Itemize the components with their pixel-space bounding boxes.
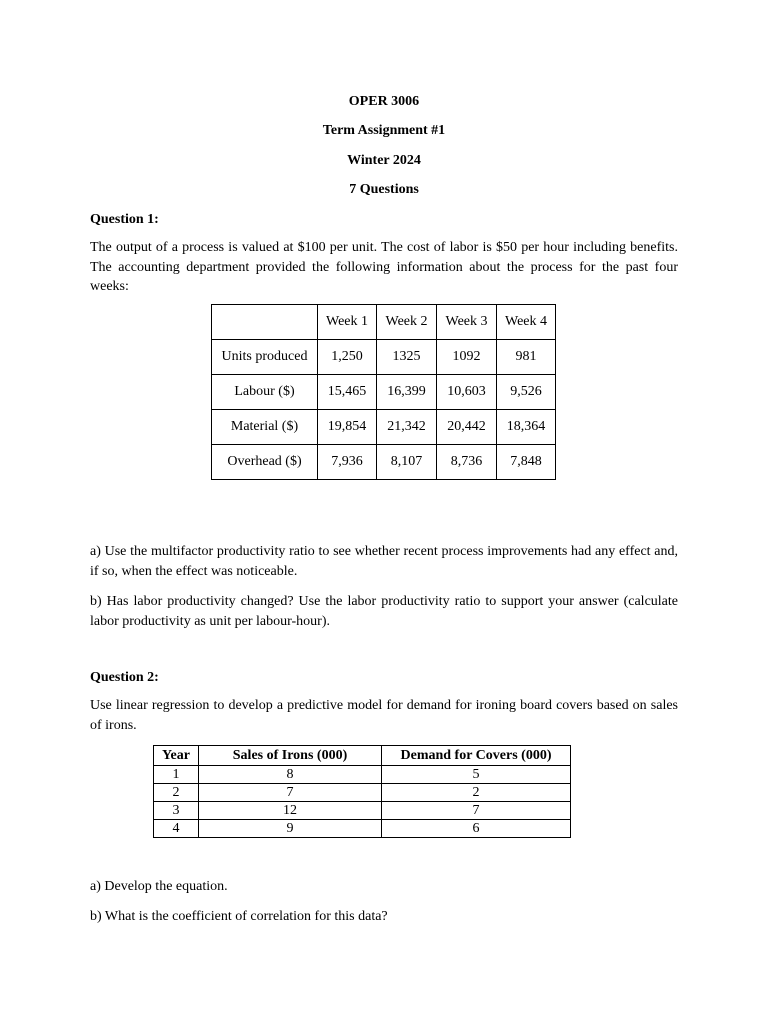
- table-header-cell: Week 2: [377, 305, 437, 340]
- table-cell: 1,250: [318, 340, 377, 375]
- question-1-intro: The output of a process is valued at $100 per unit. The cost of labor is $50 per hour including benefits. The accounting department provided the following information about the process for the past four weeks:: [90, 240, 678, 294]
- question-2-title: Question 2:: [90, 670, 159, 685]
- table-cell: 16,399: [377, 375, 437, 410]
- row-label: Labour ($): [212, 375, 318, 410]
- course-code: OPER 3006: [348, 94, 420, 109]
- row-label: Material ($): [212, 410, 318, 445]
- table-header-cell: Sales of Irons (000): [199, 746, 382, 766]
- question-2-part-a: a) Develop the equation.: [90, 879, 228, 894]
- table-cell: 10,603: [437, 375, 497, 410]
- table-cell: 7: [382, 802, 571, 820]
- table-header-cell: Week 4: [497, 305, 556, 340]
- table-header-cell: Week 1: [318, 305, 377, 340]
- table-header-cell: Year: [154, 746, 199, 766]
- table-row: [212, 410, 556, 445]
- row-label: Units produced: [212, 340, 318, 375]
- table-cell: 3: [154, 802, 199, 820]
- table-header-cell: Week 3: [437, 305, 497, 340]
- table-row: [154, 802, 571, 820]
- table-cell: 7: [199, 784, 382, 802]
- table-cell: 19,854: [318, 410, 377, 445]
- productivity-table: [211, 304, 556, 480]
- table-cell: 7,848: [497, 445, 556, 480]
- table-row: [154, 820, 571, 838]
- table-header-cell: Demand for Covers (000): [382, 746, 571, 766]
- table-cell: 6: [382, 820, 571, 838]
- table-cell: 1: [154, 766, 199, 784]
- table-cell: 15,465: [318, 375, 377, 410]
- regression-table: [153, 745, 571, 838]
- table-row: [212, 375, 556, 410]
- question-2-intro: Use linear regression to develop a predictive model for demand for ironing board covers based on sales of irons.: [90, 698, 678, 733]
- table-row: [212, 445, 556, 480]
- row-label: Overhead ($): [212, 445, 318, 480]
- assignment-title: Term Assignment #1: [322, 123, 446, 138]
- question-1-part-a: a) Use the multifactor productivity ratio to see whether recent process improvements had any effect and, if so, when the effect was noticeable.: [90, 544, 678, 579]
- table-row: [212, 340, 556, 375]
- table-cell: 18,364: [497, 410, 556, 445]
- table-row: [154, 784, 571, 802]
- table-header-row: [212, 305, 556, 340]
- table-cell: 2: [154, 784, 199, 802]
- table-cell: 981: [497, 340, 556, 375]
- table-cell: 8,107: [377, 445, 437, 480]
- question-1-part-b: b) Has labor productivity changed? Use the labor productivity ratio to support your answer (calculate labor productivity as unit per labour-hour).: [90, 594, 678, 629]
- table-cell: 2: [382, 784, 571, 802]
- term: Winter 2024: [347, 153, 421, 168]
- question-count: 7 Questions: [349, 182, 419, 197]
- table-cell: 8: [199, 766, 382, 784]
- table-cell: 20,442: [437, 410, 497, 445]
- table-cell: 5: [382, 766, 571, 784]
- table-cell: 12: [199, 802, 382, 820]
- question-1-title: Question 1:: [90, 212, 159, 227]
- table-row: [154, 766, 571, 784]
- table-cell: 7,936: [318, 445, 377, 480]
- table-cell: 8,736: [437, 445, 497, 480]
- table-cell: 9,526: [497, 375, 556, 410]
- table-cell: 21,342: [377, 410, 437, 445]
- table-header-row: [154, 746, 571, 766]
- table-cell: 1325: [377, 340, 437, 375]
- table-cell: 1092: [437, 340, 497, 375]
- question-2-part-b: b) What is the coefficient of correlation for this data?: [90, 909, 388, 924]
- table-header-cell: [212, 305, 318, 340]
- table-cell: 4: [154, 820, 199, 838]
- table-cell: 9: [199, 820, 382, 838]
